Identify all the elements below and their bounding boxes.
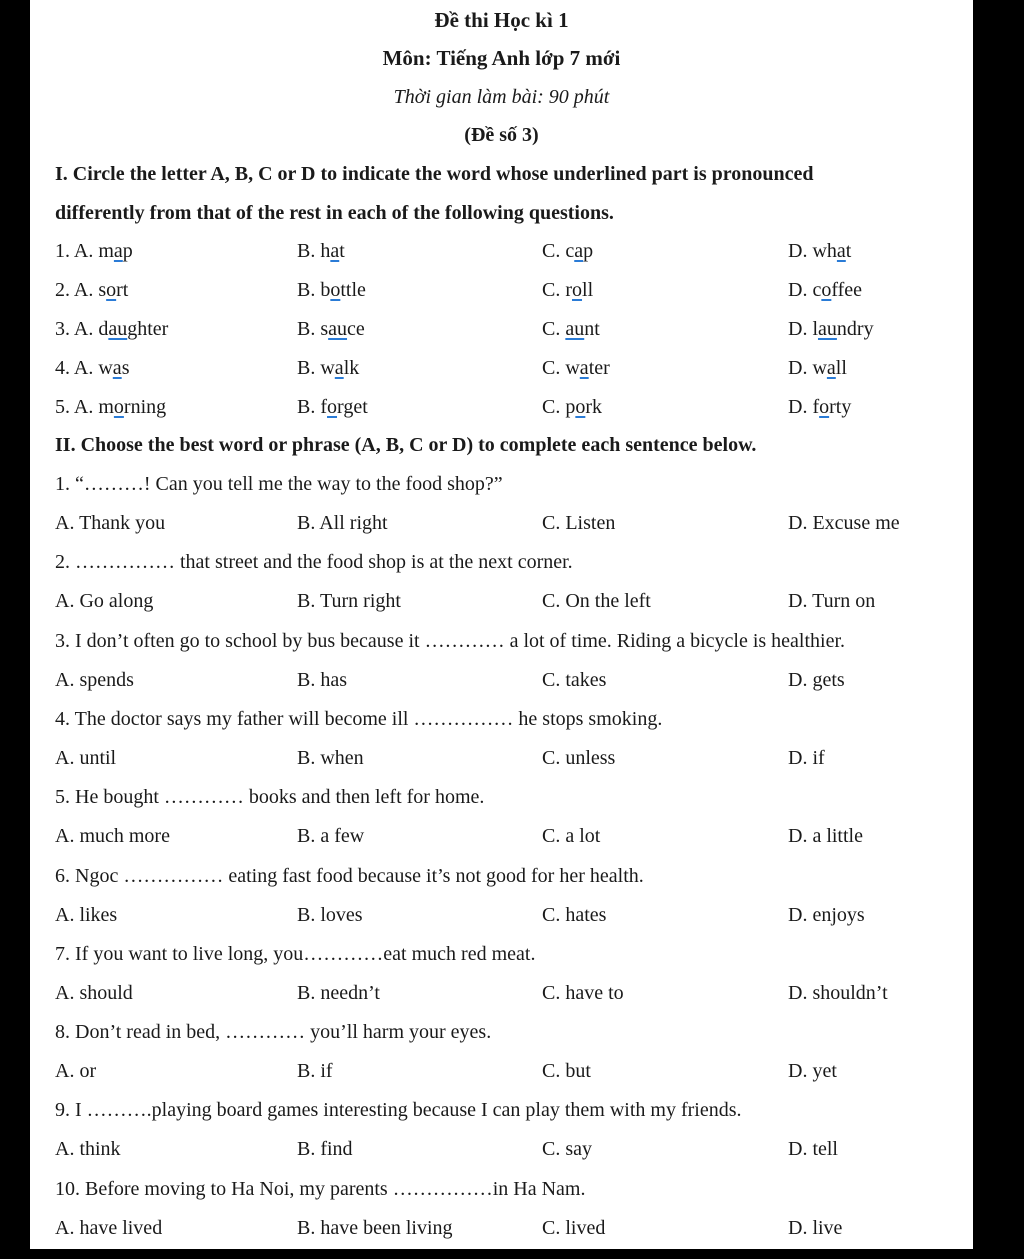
section1-instruction-line1: I. Circle the letter A, B, C or D to indicate the word whose underlined part is pronounced	[55, 163, 814, 185]
pronunciation-question-5	[55, 396, 960, 426]
underlined-letters: au	[565, 318, 585, 340]
option-C[interactable]	[542, 357, 610, 380]
option-C[interactable]: C. but	[542, 1060, 591, 1083]
underlined-letters: o	[572, 279, 583, 301]
word-part: ghter	[127, 318, 169, 340]
option-A[interactable]: A. or	[55, 1060, 97, 1083]
option-D[interactable]	[788, 279, 862, 302]
option-A[interactable]	[55, 240, 133, 263]
word-part: c	[812, 279, 822, 301]
option-B[interactable]: B. if	[297, 1060, 333, 1083]
underlined-letters: au	[108, 318, 128, 340]
option-C[interactable]: C. Listen	[542, 512, 616, 534]
underlined-letters: o	[327, 396, 338, 418]
word-part: p	[565, 396, 576, 418]
underlined-letters: o	[330, 279, 341, 301]
exam-subject: Môn: Tiếng Anh lớp 7 mới	[382, 46, 621, 70]
word-part: w	[320, 357, 335, 379]
option-D[interactable]: D. tell	[788, 1138, 838, 1161]
question-6-text: 6. Ngoc …………… eating fast food because it’s not good for her health.	[55, 864, 644, 887]
question-6-options	[55, 904, 960, 934]
word-part: p	[583, 240, 594, 262]
word-part: ll	[835, 357, 847, 379]
option-A[interactable]	[55, 318, 168, 341]
underlined-letters: a	[836, 240, 846, 262]
word-part: m	[98, 396, 114, 418]
word-part: t	[845, 240, 852, 262]
option-B[interactable]	[297, 396, 368, 419]
word-part: w	[565, 357, 580, 379]
option-B[interactable]: B. needn’t	[297, 981, 380, 1004]
underlined-letters: o	[575, 396, 586, 418]
option-B[interactable]	[297, 240, 345, 263]
option-D[interactable]: D. yet	[788, 1060, 837, 1083]
option-C[interactable]: C. On the left	[542, 590, 651, 613]
option-B[interactable]: B. a few	[297, 825, 365, 848]
option-C[interactable]: C. hates	[542, 903, 607, 926]
pronunciation-question-2	[55, 279, 960, 309]
word-part: rt	[116, 279, 129, 301]
underlined-letters: a	[330, 240, 340, 262]
option-label: C.	[542, 279, 566, 301]
word-part: ll	[582, 279, 594, 301]
question-9-options	[55, 1138, 960, 1168]
option-label: B.	[297, 396, 321, 418]
question-5-text: 5. He bought ………… books and then left for home.	[55, 786, 485, 809]
option-D[interactable]: D. shouldn’t	[788, 981, 888, 1004]
option-D[interactable]	[788, 396, 851, 419]
exam-time: Thời gian làm bài: 90 phút	[393, 86, 610, 108]
option-C[interactable]	[542, 318, 600, 341]
option-C[interactable]	[542, 396, 602, 419]
option-A[interactable]	[55, 357, 129, 380]
question-number: 1. A.	[55, 240, 99, 262]
option-A[interactable]: A. Go along	[55, 590, 154, 613]
word-part: d	[98, 318, 109, 340]
underlined-letters: a	[334, 357, 344, 379]
word-part: rk	[585, 396, 603, 418]
question-7-options	[55, 982, 960, 1012]
word-part: rty	[829, 396, 852, 418]
section2-instruction: II. Choose the best word or phrase (A, B, C or D) to complete each sentence below.	[55, 434, 757, 456]
word-part: f	[320, 396, 328, 418]
question-1-text: 1. “………! Can you tell me the way to the food shop?”	[55, 473, 503, 495]
option-label: D.	[788, 318, 813, 340]
option-C[interactable]: C. unless	[542, 746, 616, 769]
word-part: m	[98, 240, 114, 262]
question-4-options	[55, 747, 960, 777]
word-part: rget	[337, 396, 368, 418]
exam-page	[30, 0, 973, 1249]
option-label: D.	[788, 240, 813, 262]
option-label: C.	[542, 396, 566, 418]
option-C[interactable]	[542, 240, 593, 263]
option-C[interactable]: C. lived	[542, 1216, 606, 1239]
option-D[interactable]	[788, 240, 851, 263]
question-number: 3. A.	[55, 318, 99, 340]
pronunciation-question-1	[55, 240, 960, 270]
underlined-letters: o	[113, 396, 124, 418]
option-D[interactable]: D. Excuse me	[788, 512, 900, 534]
option-B[interactable]	[297, 357, 359, 380]
option-B[interactable]	[297, 318, 365, 341]
option-label: D.	[788, 357, 813, 379]
underlined-letters: a	[574, 240, 584, 262]
underlined-letters: o	[106, 279, 117, 301]
word-part: ffee	[831, 279, 863, 301]
word-part: wh	[812, 240, 837, 262]
option-C[interactable]	[542, 279, 593, 302]
word-part: nt	[584, 318, 600, 340]
question-10-options	[55, 1217, 960, 1247]
word-part: f	[812, 396, 820, 418]
word-part: rning	[123, 396, 167, 418]
option-label: C.	[542, 318, 566, 340]
option-label: C.	[542, 240, 566, 262]
option-C[interactable]: C. a lot	[542, 825, 601, 848]
option-label: B.	[297, 279, 321, 301]
option-B[interactable]: B. has	[297, 668, 347, 691]
option-B[interactable]: B. have been living	[297, 1216, 453, 1239]
word-part: ter	[588, 357, 610, 379]
option-D[interactable]: D. live	[788, 1216, 843, 1239]
underlined-letters: au	[818, 318, 837, 340]
question-3-options	[55, 669, 960, 699]
option-B[interactable]: B. loves	[297, 903, 363, 926]
question-1-options	[55, 512, 960, 542]
word-part: t	[339, 240, 345, 262]
word-part: s	[98, 279, 107, 301]
question-number: 2. A.	[55, 279, 99, 301]
word-part: s	[121, 357, 130, 379]
underlined-letters: o	[819, 396, 830, 418]
option-A[interactable]: A. much more	[55, 825, 170, 848]
option-A[interactable]	[55, 279, 128, 302]
underlined-letters: a	[579, 357, 589, 379]
option-D[interactable]	[788, 318, 874, 341]
question-4-text: 4. The doctor says my father will become ill …………… he stops smoking.	[55, 707, 663, 730]
section1-instruction-line2: differently from that of the rest in each of the following questions.	[55, 202, 614, 224]
option-A[interactable]: A. spends	[55, 668, 134, 691]
option-A[interactable]	[55, 396, 166, 419]
underlined-letters: au	[328, 318, 348, 340]
option-A[interactable]: A. have lived	[55, 1216, 163, 1239]
option-B[interactable]: B. All right	[297, 512, 388, 534]
option-B[interactable]: B. find	[297, 1138, 353, 1161]
option-label: B.	[297, 318, 321, 340]
question-2-options	[55, 590, 960, 620]
question-number: 5. A.	[55, 396, 99, 418]
word-part: ndry	[836, 318, 874, 340]
word-part: p	[122, 240, 133, 262]
option-D[interactable]: D. a little	[788, 825, 863, 848]
question-8-options	[55, 1060, 960, 1090]
option-label: D.	[788, 396, 813, 418]
option-D[interactable]: D. if	[788, 746, 825, 769]
pronunciation-question-4	[55, 357, 960, 387]
option-D[interactable]: D. enjoys	[788, 903, 865, 926]
underlined-letters: a	[112, 357, 122, 379]
underlined-letters: o	[821, 279, 832, 301]
option-B[interactable]: B. Turn right	[297, 590, 401, 613]
option-A[interactable]: A. should	[55, 981, 133, 1004]
question-9-text: 9. I ……….playing board games interesting because I can play them with my friends.	[55, 1099, 742, 1122]
question-number: 4. A.	[55, 357, 99, 379]
option-B[interactable]	[297, 279, 366, 302]
question-3-text: 3. I don’t often go to school by bus because it ………… a lot of time. Riding a bicycle is healthier.	[55, 629, 846, 652]
option-A[interactable]: A. Thank you	[55, 512, 166, 534]
option-A[interactable]: A. likes	[55, 903, 118, 926]
word-part: lk	[343, 357, 360, 379]
word-part: l	[812, 318, 819, 340]
option-B[interactable]: B. when	[297, 746, 364, 769]
option-C[interactable]: C. takes	[542, 668, 607, 691]
word-part: r	[565, 279, 573, 301]
question-8-text: 8. Don’t read in bed, ………… you’ll harm your eyes.	[55, 1021, 492, 1044]
option-label: B.	[297, 357, 321, 379]
exam-title: Đề thi Học kì 1	[434, 8, 569, 32]
section1-instruction	[55, 155, 960, 233]
option-label: C.	[542, 357, 566, 379]
question-2-text: 2. …………… that street and the food shop is at the next corner.	[55, 551, 573, 574]
word-part: c	[565, 240, 575, 262]
word-part: b	[320, 279, 331, 301]
word-part: ce	[347, 318, 365, 340]
option-label: B.	[297, 240, 321, 262]
word-part: ttle	[340, 279, 366, 301]
option-D[interactable]: D. Turn on	[788, 590, 876, 613]
option-A[interactable]: A. think	[55, 1138, 121, 1161]
option-C[interactable]: C. say	[542, 1138, 592, 1161]
option-D[interactable]	[788, 357, 847, 380]
option-A[interactable]: A. until	[55, 746, 117, 769]
pronunciation-question-3	[55, 318, 960, 348]
word-part: w	[812, 357, 827, 379]
word-part: h	[320, 240, 331, 262]
option-label: D.	[788, 279, 813, 301]
word-part: s	[320, 318, 329, 340]
exam-number: (Đề số 3)	[464, 124, 539, 146]
underlined-letters: a	[826, 357, 836, 379]
option-D[interactable]: D. gets	[788, 668, 845, 691]
question-7-text: 7. If you want to live long, you…………eat much red meat.	[55, 942, 536, 965]
word-part: w	[98, 357, 113, 379]
underlined-letters: a	[113, 240, 123, 262]
option-C[interactable]: C. have to	[542, 981, 624, 1004]
question-10-text: 10. Before moving to Ha Noi, my parents ……………in Ha Nam.	[55, 1177, 586, 1200]
question-5-options	[55, 825, 960, 855]
